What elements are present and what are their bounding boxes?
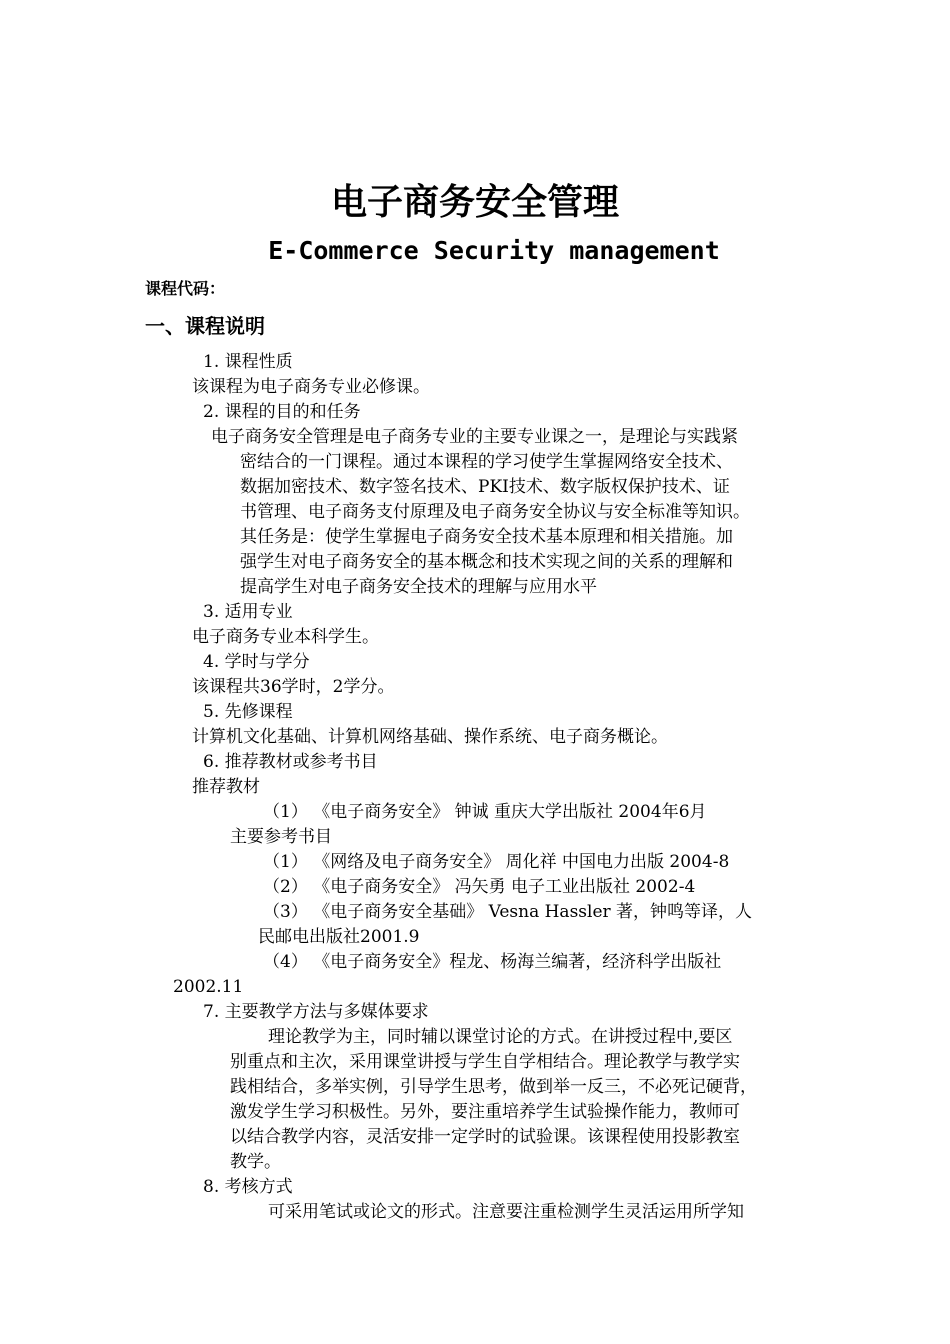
item-7-line: 教学。 [230, 1152, 281, 1172]
item-6-references-label: 主要参考书目 [230, 827, 332, 847]
item-4-heading: 4. 学时与学分 [203, 652, 310, 672]
item-7-line: 激发学生学习积极性。另外，要注重培养学生试验操作能力，教师可 [230, 1102, 740, 1122]
document-title: 电子商务安全管理 [330, 182, 619, 223]
item-5-text: 计算机文化基础、计算机网络基础、操作系统、电子商务概论。 [192, 727, 668, 747]
item-7-line: 以结合教学内容，灵活安排一定学时的试验课。该课程使用投影教室 [230, 1127, 740, 1147]
item-8-heading: 8. 考核方式 [203, 1177, 293, 1197]
item-7-line: 理论教学为主，同时辅以课堂讨论的方式。在讲授过程中,要区 [268, 1027, 733, 1047]
item-6-reference-entry: （2） 《电子商务安全》 冯矢勇 电子工业出版社 2002-4 [263, 877, 696, 897]
item-3-heading: 3. 适用专业 [203, 602, 293, 622]
item-6-reference-entry: （3） 《电子商务安全基础》 Vesna Hassler 著，钟鸣等译，人 [263, 902, 753, 922]
item-7-line: 别重点和主次，采用课堂讲授与学生自学相结合。理论教学与教学实 [230, 1052, 740, 1072]
item-6-textbook-entry: （1） 《电子商务安全》 钟诚 重庆大学出版社 2004年6月 [263, 802, 707, 822]
item-6-reference-entry-cont: 民邮电出版社2001.9 [258, 927, 420, 947]
section-heading-course-description: 一、课程说明 [145, 314, 265, 338]
item-6-reference-entry: （4） 《电子商务安全》程龙、杨海兰编著，经济科学出版社 [263, 952, 722, 972]
item-1-text: 该课程为电子商务专业必修课。 [192, 377, 430, 397]
item-2-line: 提高学生对电子商务安全技术的理解与应用水平 [240, 577, 597, 597]
item-2-line: 数据加密技术、数字签名技术、PKI技术、数字版权保护技术、证 [240, 477, 730, 497]
item-6-reference-entry: （1） 《网络及电子商务安全》 周化祥 中国电力出版 2004-8 [263, 852, 730, 872]
item-2-heading: 2. 课程的目的和任务 [203, 402, 361, 422]
item-8-text: 可采用笔试或论文的形式。注意要注重检测学生灵活运用所学知 [268, 1202, 744, 1222]
item-2-line: 强学生对电子商务安全的基本概念和技术实现之间的关系的理解和 [240, 552, 733, 572]
item-2-line: 书管理、电子商务支付原理及电子商务安全协议与安全标准等知识。 [240, 502, 750, 522]
item-6-reference-entry-cont: 2002.11 [173, 977, 244, 997]
item-2-line: 其任务是：使学生掌握电子商务安全技术基本原理和相关措施。加 [240, 527, 733, 547]
document-subtitle: E-Commerce Security management [268, 236, 720, 265]
item-7-line: 践相结合，多举实例，引导学生思考，做到举一反三，不必死记硬背， [230, 1077, 757, 1097]
item-1-heading: 1. 课程性质 [203, 352, 293, 372]
item-6-heading: 6. 推荐教材或参考书目 [203, 752, 378, 772]
item-2-line: 电子商务安全管理是电子商务专业的主要专业课之一，是理论与实践紧 [211, 427, 738, 447]
item-7-heading: 7. 主要教学方法与多媒体要求 [203, 1002, 429, 1022]
item-6-textbook-label: 推荐教材 [192, 777, 260, 797]
item-3-text: 电子商务专业本科学生。 [192, 627, 379, 647]
course-code-label: 课程代码： [145, 279, 226, 298]
item-4-text: 该课程共36学时，2学分。 [192, 677, 395, 697]
item-5-heading: 5. 先修课程 [203, 702, 293, 722]
item-2-line: 密结合的一门课程。通过本课程的学习使学生掌握网络安全技术、 [240, 452, 733, 472]
